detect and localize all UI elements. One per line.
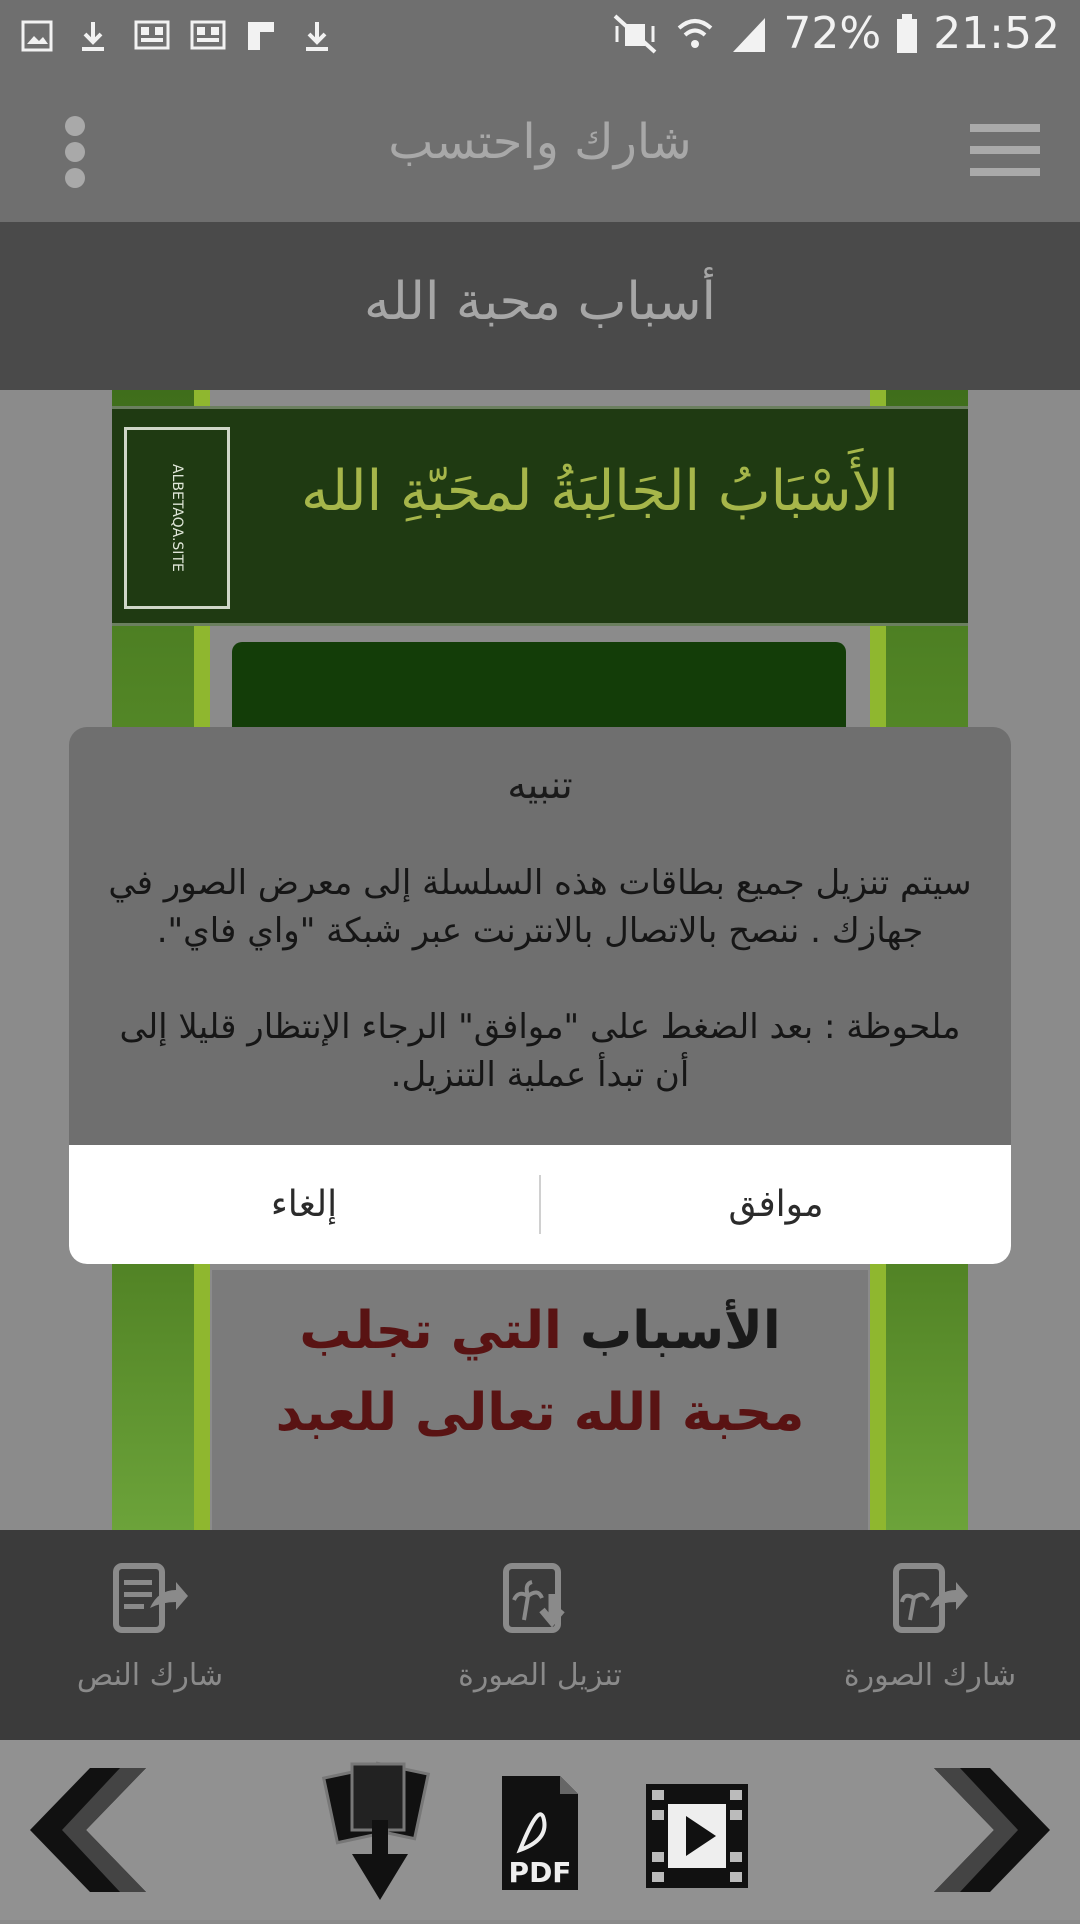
download-image-button[interactable] bbox=[390, 1560, 690, 1693]
battery-icon bbox=[895, 12, 919, 56]
qr-icon bbox=[132, 16, 166, 56]
share-text-label: شارك النص bbox=[76, 1658, 224, 1693]
wifi-icon bbox=[675, 12, 715, 56]
dialog-message bbox=[103, 859, 977, 1147]
ok-button[interactable]: موافق bbox=[728, 1184, 824, 1225]
card-bottom-line1-a: الأسباب bbox=[580, 1301, 781, 1361]
cancel-button[interactable]: إلغاء bbox=[270, 1184, 338, 1225]
signal-icon bbox=[729, 12, 769, 56]
alert-dialog bbox=[69, 727, 1011, 1264]
battery-percent: 72% bbox=[783, 8, 882, 59]
clock: 21:52 bbox=[933, 8, 1060, 59]
card-bottom-line1 bbox=[212, 1290, 868, 1372]
video-icon[interactable] bbox=[646, 1784, 748, 1888]
pdf-label: PDF bbox=[508, 1856, 572, 1889]
download-icon bbox=[76, 16, 110, 56]
bottom-nav-bar bbox=[0, 1740, 1080, 1920]
next-arrow-icon[interactable] bbox=[934, 1768, 1050, 1892]
dialog-message-1: سيتم تنزيل جميع بطاقات هذه السلسلة إلى معرض الصور في جهازك . ننصح بالاتصال بالانترنت عبر شبكة "واي فاي". bbox=[108, 863, 972, 951]
share-image-icon bbox=[890, 1560, 970, 1640]
card-bottom-text bbox=[212, 1290, 868, 1454]
card-header bbox=[112, 406, 968, 626]
share-image-button[interactable] bbox=[780, 1560, 1080, 1693]
qr-icon bbox=[188, 16, 222, 56]
download-icon bbox=[300, 16, 334, 56]
app-bar bbox=[0, 76, 1080, 222]
albetaqa-logo: ALBETAQA.SITE bbox=[124, 427, 230, 609]
action-bar bbox=[0, 1530, 1080, 1740]
status-right bbox=[611, 8, 1060, 59]
dialog-title: تنبيه bbox=[507, 763, 573, 807]
download-image-label: تنزيل الصورة bbox=[458, 1658, 622, 1693]
download-all-icon[interactable] bbox=[324, 1763, 429, 1900]
pdf-icon[interactable] bbox=[502, 1776, 578, 1890]
mute-icon bbox=[611, 12, 661, 56]
page-title: أسباب محبة الله bbox=[364, 272, 716, 332]
card-bottom-panel bbox=[212, 1270, 868, 1530]
dialog-buttons bbox=[69, 1145, 1011, 1264]
page-title-bar bbox=[0, 222, 1080, 390]
hamburger-menu-icon[interactable] bbox=[970, 120, 1040, 180]
flipboard-icon bbox=[244, 16, 278, 56]
status-bar bbox=[0, 0, 1080, 76]
bottom-nav-icons bbox=[0, 1740, 1080, 1920]
card-bottom-line1-b: التي تجلب bbox=[299, 1301, 562, 1361]
share-text-button[interactable] bbox=[0, 1560, 300, 1693]
previous-arrow-icon[interactable] bbox=[30, 1768, 146, 1892]
card-heading: الأَسْبَابُ الجَالِبَةُ لمحَبّةِ الله bbox=[300, 459, 899, 524]
image-icon bbox=[20, 16, 54, 56]
card-bottom-line2: محبة الله تعالى للعبد bbox=[275, 1383, 805, 1443]
share-text-icon bbox=[110, 1560, 190, 1640]
share-image-label: شارك الصورة bbox=[843, 1658, 1017, 1693]
dialog-message-2: ملحوظة : بعد الضغط على "موافق" الرجاء الإنتظار قليلا إلى أن تبدأ عملية التنزيل. bbox=[119, 1007, 961, 1095]
app-title: شارك واحتسب bbox=[388, 114, 692, 170]
notification-icons bbox=[20, 16, 334, 56]
download-image-icon bbox=[500, 1560, 580, 1640]
